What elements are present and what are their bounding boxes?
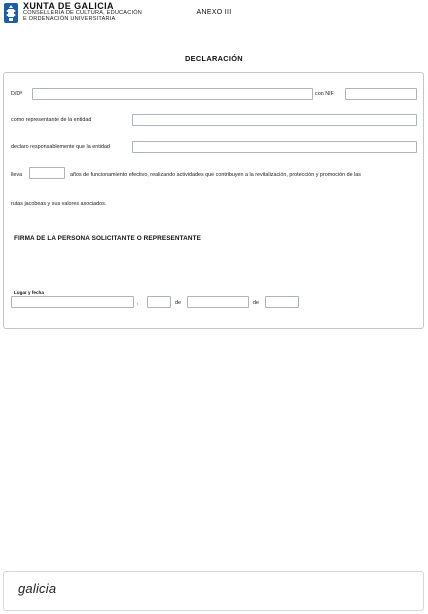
representative-label: como representante de la entidad <box>11 117 92 123</box>
org-line-2: E ORDENACIÓN UNIVERSITARIA <box>23 16 116 23</box>
declare-field[interactable] <box>132 141 417 153</box>
galicia-logo: galicia <box>18 581 57 596</box>
dod-label: D/Dª <box>11 91 23 97</box>
org-line-1: CONSELLERÍA DE CULTURA, EDUCACIÓN <box>23 10 143 17</box>
day-field[interactable] <box>147 296 171 308</box>
years-field[interactable] <box>29 167 65 179</box>
signature-heading: FIRMA DE LA PERSONA SOLICITANTE O REPRESENTANTE <box>14 235 201 242</box>
nif-field[interactable] <box>345 88 417 100</box>
declare-label: declaro responsablemente que la entidad <box>11 144 110 150</box>
de-label-2: de <box>253 300 259 306</box>
annex-label: ANEXO III <box>196 9 232 16</box>
lleva-label: lleva <box>11 172 23 178</box>
footer <box>3 571 424 611</box>
comma-separator: , <box>137 300 139 306</box>
document-title: DECLARACIÓN <box>185 54 243 63</box>
place-field[interactable] <box>11 296 134 308</box>
representative-field[interactable] <box>132 114 417 126</box>
continuation-text: rutas jacobeas y sus valores asociados. <box>11 201 107 207</box>
nif-label: con NIF <box>315 91 334 97</box>
year-field[interactable] <box>265 296 299 308</box>
declaration-form <box>3 72 424 329</box>
years-text: años de funcionamiento efectivo, realizando actividades que contribuyen a la revitalización, protección y promoción de las <box>70 172 361 178</box>
place-date-label: Lugar y fecha <box>14 290 44 295</box>
org-name: XUNTA DE GALICIA <box>23 1 114 11</box>
dod-field[interactable] <box>32 88 313 100</box>
month-field[interactable] <box>187 296 249 308</box>
de-label-1: de <box>175 300 181 306</box>
